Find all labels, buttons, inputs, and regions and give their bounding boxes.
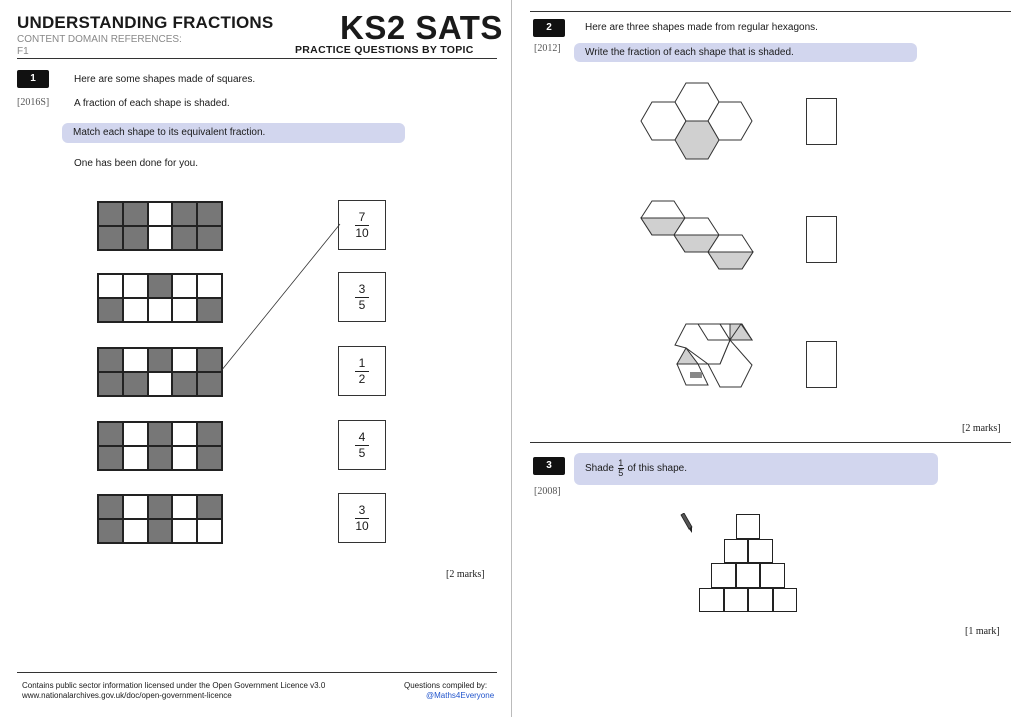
ks2-sats-heading: KS2 SATS [340, 9, 503, 46]
answer-box-shape-1[interactable] [806, 98, 837, 145]
question-1-marks: [2 marks] [446, 569, 485, 580]
pyramid-shape[interactable] [699, 514, 799, 614]
question-1-line-2: A fraction of each shape is shaded. [74, 98, 230, 109]
question-3-instruction [574, 453, 938, 485]
pyramid-square[interactable] [773, 588, 798, 613]
shade-prefix: Shade [585, 463, 614, 474]
fraction-denominator: 5 [358, 297, 366, 312]
hex-shape-2 [641, 201, 753, 269]
pyramid-square[interactable] [736, 563, 761, 588]
fraction-denominator: 10 [355, 225, 369, 240]
fraction-numerator: 1 [358, 355, 366, 370]
pencil-icon [678, 513, 694, 535]
fraction-denominator: 2 [358, 371, 366, 386]
compiled-by-label: Questions compiled by: [404, 681, 488, 690]
practice-subtitle: PRACTICE QUESTIONS BY TOPIC [295, 44, 474, 56]
hex-shape-3 [675, 324, 752, 387]
licence-line-1: Contains public sector information licensed under the Open Government Licence v3.0 [22, 681, 326, 690]
q2-q3-divider [530, 442, 1011, 443]
pyramid-square[interactable] [736, 514, 761, 539]
pyramid-square[interactable] [711, 563, 736, 588]
pyramid-square[interactable] [760, 563, 785, 588]
fraction-numerator: 4 [358, 429, 366, 444]
answer-box-shape-3[interactable] [806, 341, 837, 388]
page-title: UNDERSTANDING FRACTIONS [17, 13, 274, 32]
question-3-marks: [1 mark] [965, 626, 1000, 637]
question-2-line-1: Here are three shapes made from regular hexagons. [585, 22, 818, 33]
hex-shape-1 [641, 83, 752, 159]
question-1-line-1: Here are some shapes made of squares. [74, 74, 256, 85]
fraction-denominator: 5 [618, 467, 624, 478]
answer-box-shape-2[interactable] [806, 216, 837, 263]
question-1-instruction: Match each shape to its equivalent fraction. [62, 123, 405, 143]
page-divider [511, 0, 512, 717]
question-2-year: [2012] [534, 43, 561, 54]
right-top-divider [530, 11, 1011, 12]
fraction-numerator: 3 [358, 502, 366, 517]
fraction-denominator: 5 [358, 445, 366, 460]
one-fifth-fraction [618, 459, 624, 478]
fraction-numerator: 1 [618, 457, 624, 468]
domain-code: F1 [17, 46, 29, 57]
footer-divider [17, 672, 497, 673]
shade-suffix: of this shape. [627, 463, 687, 474]
author-handle-link[interactable]: @Maths4Everyone [426, 691, 495, 700]
pyramid-square[interactable] [724, 588, 749, 613]
question-3-year: [2008] [534, 486, 561, 497]
hexagon-shapes [620, 70, 770, 415]
domain-references-label: CONTENT DOMAIN REFERENCES: [17, 34, 182, 45]
question-number-3: 3 [533, 457, 565, 475]
question-number-2: 2 [533, 19, 565, 37]
pyramid-square[interactable] [724, 539, 749, 564]
licence-line-2[interactable]: www.nationalarchives.gov.uk/doc/open-government-licence [22, 691, 232, 700]
fraction-numerator: 7 [358, 209, 366, 224]
fraction-numerator: 3 [358, 281, 366, 296]
question-1-year: [2016S] [17, 97, 50, 108]
question-2-marks: [2 marks] [962, 423, 1001, 434]
question-number-1: 1 [17, 70, 49, 88]
question-2-instruction: Write the fraction of each shape that is shaded. [574, 43, 917, 62]
pyramid-square[interactable] [699, 588, 724, 613]
pyramid-square[interactable] [748, 539, 773, 564]
question-1-example-note: One has been done for you. [74, 158, 198, 169]
fraction-denominator: 10 [355, 518, 369, 533]
pyramid-square[interactable] [748, 588, 773, 613]
example-match-line [221, 224, 340, 371]
